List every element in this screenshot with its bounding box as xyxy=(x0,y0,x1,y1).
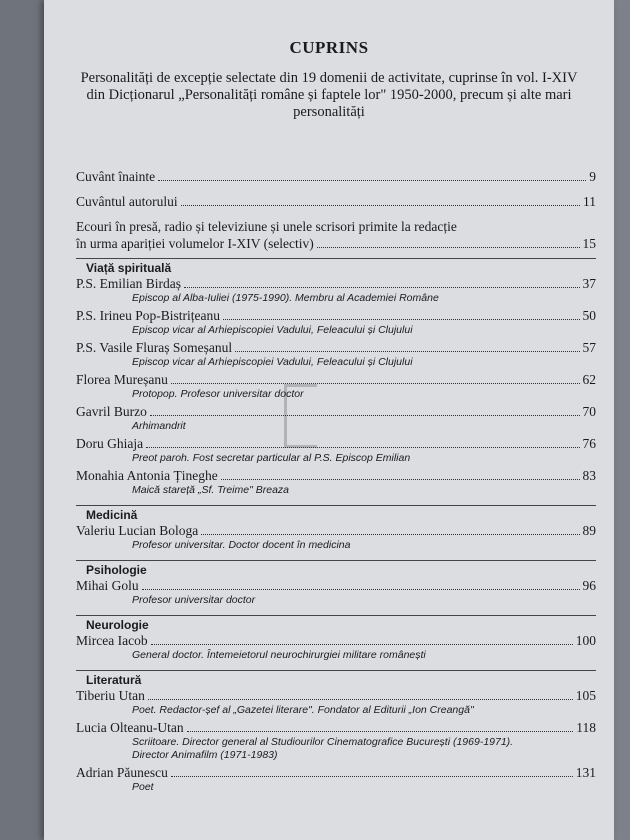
toc-page-number: 62 xyxy=(582,372,596,387)
toc-entry-text: Cuvânt înainte xyxy=(76,169,156,184)
dot-leader xyxy=(201,534,579,535)
section-divider xyxy=(76,505,596,506)
toc-page-number: 57 xyxy=(582,340,596,355)
dot-leader xyxy=(221,479,580,480)
toc-entry-description-cont: Director Animafilm (1971-1983) xyxy=(132,749,278,761)
section-divider xyxy=(76,615,596,616)
toc-entry-name: Tiberiu Utan xyxy=(76,688,145,703)
toc-page-number: 100 xyxy=(575,633,596,648)
toc-entry-name: Gavril Burzo xyxy=(76,404,147,419)
section-heading: Psihologie xyxy=(86,563,147,577)
dot-leader xyxy=(317,247,580,248)
section-divider xyxy=(76,258,596,259)
toc-entry-description: Preot paroh. Fost secretar particular al P.S. Episcop Emilian xyxy=(132,452,411,464)
dot-leader xyxy=(181,205,580,206)
section-divider xyxy=(76,670,596,671)
toc-entry[interactable] xyxy=(76,687,596,717)
toc-entry-description: Protopop. Profesor universitar doctor xyxy=(132,388,304,400)
dot-leader xyxy=(171,776,573,777)
toc-entry-name: Adrian Păunescu xyxy=(76,765,168,780)
book-page xyxy=(44,0,614,840)
dot-leader xyxy=(184,287,579,288)
toc-page-number: 70 xyxy=(582,404,596,419)
toc-entry[interactable] xyxy=(76,403,596,433)
toc-page-number: 37 xyxy=(582,276,596,291)
dot-leader xyxy=(235,351,579,352)
page-edge-shadow xyxy=(0,0,44,840)
toc-entry-name: Valeriu Lucian Bologa xyxy=(76,523,199,538)
toc-page-number: 131 xyxy=(575,765,596,780)
toc-entry-description: Maică stareță „Sf. Treime" Breaza xyxy=(132,484,289,496)
toc-entry-name: P.S. Irineu Pop-Bistrițeanu xyxy=(76,308,220,323)
toc-entry-description: Arhimandrit xyxy=(132,420,186,432)
toc-entry-description: Profesor universitar doctor xyxy=(132,594,256,606)
toc-entry-name: Mihai Golu xyxy=(76,578,139,593)
toc-entry-text-cont: în urma apariției volumelor I-XIV (selectiv) xyxy=(76,236,314,251)
toc-entry-description: Scriitoare. Director general al Studiourilor Cinematografice București (1969-1971). xyxy=(132,736,514,748)
toc-entry[interactable] xyxy=(76,764,596,794)
toc-entry-press-echoes[interactable] xyxy=(76,218,596,252)
dot-leader xyxy=(151,644,573,645)
dot-leader xyxy=(171,383,580,384)
dot-leader xyxy=(142,589,580,590)
dot-leader xyxy=(187,731,574,732)
toc-page-number: 9 xyxy=(589,169,596,184)
section-heading: Literatură xyxy=(86,673,142,687)
dot-leader xyxy=(150,415,580,416)
toc-page-number: 118 xyxy=(576,720,596,735)
toc-entry-description: Profesor universitar. Doctor docent în medicina xyxy=(132,539,351,551)
section-heading: Viață spirituală xyxy=(86,261,172,275)
toc-page-number: 50 xyxy=(582,308,596,323)
section-heading: Neurologie xyxy=(86,618,149,632)
toc-entry[interactable] xyxy=(76,275,596,305)
toc-page-number: 105 xyxy=(575,688,596,703)
dot-leader xyxy=(148,699,573,700)
section-heading: Medicină xyxy=(86,508,138,522)
toc-entry-description: General doctor. Întemeietorul neurochirurgiei militare românești xyxy=(132,649,426,661)
toc-page-number: 11 xyxy=(583,194,596,209)
toc-entry[interactable] xyxy=(76,435,596,465)
toc-entry-name: Lucia Olteanu-Utan xyxy=(76,720,184,735)
toc-entry-description: Episcop vicar al Arhiepiscopiei Vadului, Feleacului și Clujului xyxy=(132,356,413,368)
toc-entry-name: P.S. Emilian Birdaș xyxy=(76,276,182,291)
dot-leader xyxy=(146,447,579,448)
section-divider xyxy=(76,560,596,561)
toc-entry-name: P.S. Vasile Fluraș Someșanul xyxy=(76,340,233,355)
toc-entry-text: Cuvântul autorului xyxy=(76,194,178,209)
page-title: CUPRINS xyxy=(289,38,369,57)
toc-page-number: 83 xyxy=(582,468,596,483)
toc-entry[interactable] xyxy=(76,467,596,497)
toc-entry-name: Florea Mureșanu xyxy=(76,372,168,387)
toc-entry-author-word[interactable] xyxy=(76,193,596,210)
dot-leader xyxy=(158,180,586,181)
toc-entry-name: Monahia Antonia Țineghe xyxy=(76,468,218,483)
toc-entry-description: Episcop vicar al Arhiepiscopiei Vadului, Feleacului și Clujului xyxy=(132,324,413,336)
toc-page-number: 15 xyxy=(582,236,596,251)
toc-entry-name: Mircea Iacob xyxy=(76,633,148,648)
toc-entry-foreword[interactable] xyxy=(76,168,596,185)
toc-entry[interactable] xyxy=(76,577,596,607)
table-of-contents xyxy=(76,168,596,796)
toc-entry[interactable] xyxy=(76,632,596,662)
toc-page-number: 96 xyxy=(582,578,596,593)
toc-entry[interactable] xyxy=(76,371,596,401)
toc-sections xyxy=(76,258,596,794)
page-subtitle: Personalități de excepție selectate din 19 domenii de activitate, cuprinse în vol. I-XIV din Dicționarul „Personalități române și faptele lor" 1950-2000, precum și alte mari personalități xyxy=(80,70,578,120)
toc-entry-description: Episcop al Alba-Iuliei (1975-1990). Membru al Academiei Române xyxy=(132,292,439,304)
toc-entry-text: Ecouri în presă, radio și televiziune și unele scrisori primite la redacție xyxy=(76,219,457,234)
toc-page-number: 76 xyxy=(582,436,596,451)
toc-entry-name: Doru Ghiaja xyxy=(76,436,144,451)
toc-entry[interactable] xyxy=(76,339,596,369)
toc-entry-description: Poet xyxy=(132,781,154,793)
dot-leader xyxy=(223,319,580,320)
toc-entry[interactable] xyxy=(76,719,596,762)
toc-entry-description: Poet. Redactor-șef al „Gazetei literare". Fondator al Editurii „Ion Creangă" xyxy=(132,704,474,716)
toc-page-number: 89 xyxy=(582,523,596,538)
toc-entry[interactable] xyxy=(76,307,596,337)
toc-entry[interactable] xyxy=(76,522,596,552)
